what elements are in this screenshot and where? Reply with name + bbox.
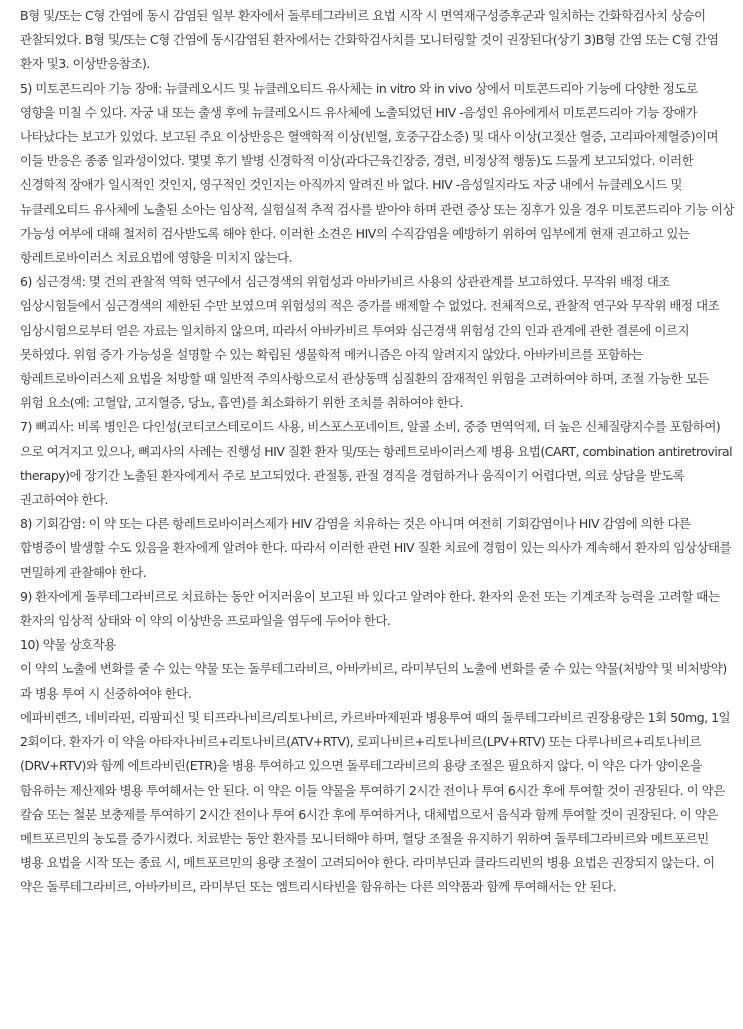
paragraph-myocardial-infarction: 6) 심근경색: 몇 건의 관찰적 역학 연구에서 심근경색의 위험성과 아바카비르 사용의 상관관계를 보고하였다. 무작위 배정 대조 임상시험들에서 심근경색의 제한된 수만 보였으며 위험성의 적은 증가를 배제할 수 없었다. 전체적으로, 관찰적 연구와 무작위 배정 대조 임상시험으로부터 얻은 자료는 일치하지 않으며, 따라서 아바카비르 투여와 심근경색 위험성 간의 인과 관계에 관한 결론에 이르지 못하였다. 위험 증가 가능성을 설명할 수 있는 확립된 생물학적 메커니즘은 아직 알려지지 않았다. 아바카비르를 포함하는 항레트로바이러스제 요법을 처방할 때 일반적 주의사항으로서 관상동맥 심질환의 잠재적인 위험을 고려하여야 하며, 조절 가능한 모든 위험 요소(예: 고혈압, 고지혈증, 당뇨, 흡연)를 최소화하기 위한 조치를 취하여야 한다. (20, 274, 720, 411)
section-heading-drug-interactions: 10) 약물 상호작용 (20, 637, 116, 653)
paragraph-interaction-dosing: 에파비렌즈, 네비라핀, 리팜피신 및 티프라나비르/리토나비르, 카르바마제핀과 병용투여 때의 돌루테그라비르 권장용량은 1회 50mg, 1일 2회이다. 환자가 이 약을 아타자나비르+리토나비르(ATV+RTV), 로피나비르+리토나비르(LPV+RTV) 또는 다루나비르+리토나비르(DRV+RTV)와 함께 에트라비린(ETR)을 병용 투여하고 있으면 돌루테그라비르의 용량 조절은 필요하지 않다. 이 약은 다가 양이온을 함유하는 제산제와 병용 투여해서는 안 된다. 이 약은 이들 약물을 투여하기 2시간 전이나 투여 6시간 후에 투여할 것이 권장된다. 이 약은 칼슘 또는 철분 보충제를 투여하기 2시간 전이나 투여 6시간 후에 투여하거나, 대체법으로서 음식과 함께 투여할 것이 권장된다. 이 약은 메트포르민의 농도를 증가시켰다. 치료받는 동안 환자를 모니터해야 하며, 혈당 조절을 유지하기 위하여 돌루테그라비르와 메트포르민 병용 요법을 시작 또는 종료 시, 메트포르민의 용량 조절이 고려되어야 한다. 라미부딘과 클라드리빈의 병용 요법은 권장되지 않는다. 이 약은 돌루테그라비르, 아바카비르, 라미부딘 또는 엠트리시타빈을 함유하는 다른 의약품과 함께 투여해서는 안 된다. (20, 709, 731, 895)
paragraph-opportunistic-infection: 8) 기회감염: 이 약 또는 다른 항레트로바이러스제가 HIV 감염을 치유하는 것은 아니며 여전히 기회감염이나 HIV 감염에 의한 다른 합병증이 발생할 수도 있음을 환자에게 알려야 한다. 따라서 이러한 관련 HIV 질환 치료에 경험이 있는 의사가 계속해서 환자의 임상상태를 면밀하게 관찰해야 한다. (20, 516, 732, 580)
paragraph-dizziness: 9) 환자에게 돌루테그라비르로 치료하는 동안 어지러움이 보고된 바 있다고 알려야 한다. 환자의 운전 또는 기계조작 능력을 고려할 때는 환자의 임상적 상태와 이 약의 이상반응 프로파일을 염두에 두어야 한다. (20, 588, 720, 629)
paragraph-mitochondrial-dysfunction: 5) 미토콘드리아 기능 장애: 뉴클레오시드 및 뉴클레오티드 유사체는 in vitro 와 in vivo 상에서 미토콘드리아 기능에 다양한 정도로 영향을 미칠 수 있다. 자궁 내 또는 출생 후에 뉴클레오시드 유사체에 노출되었던 HIV -음성인 유아에게서 미토콘드리아 기능 장애가 나타났다는 보고가 있었다. 보고된 주요 이상반응은 혈액학적 이상(빈혈, 호중구감소증) 및 대사 이상(고젖산 혈증, 고리파아제혈증)이며 이들 반응은 종종 일과성이었다. 몇몇 후기 발병 신경학적 이상(과다근육긴장증, 경련, 비정상적 행동)도 드물게 보고되었다. 이러한 신경학적 장애가 일시적인 것인지, 영구적인 것인지는 아직까지 알려진 바 없다. HIV -음성일지라도 자궁 내에서 뉴클레오시드 및 뉴클레오티드 유사체에 노출된 소아는 임상적, 실험실적 추적 검사를 받아야 하며 관련 증상 또는 징후가 있을 경우 미토콘드리아 기능 이상 가능성 여부에 대해 철저히 검사받도록 해야 한다. 이러한 소견은 HIV의 수직감염을 예방하기 위하여 임부에게 현재 권고하고 있는 항레트로바이러스 치료요법에 영향을 미치지 않는다. (20, 80, 735, 266)
paragraph-hepatitis-coinfection: B형 및/또는 C형 간염에 동시 감염된 일부 환자에서 돌루테그라비르 요법 시작 시 면역재구성증후군과 일치하는 간화학검사치 상승이 관찰되었다. B형 및/또는 C형 간염에 동시감염된 환자에서는 간화학검사치를 모니터링할 것이 권장된다(상기 3)B형 간염 또는 C형 간염 환자 및3. 이상반응참조). (20, 8, 719, 72)
paragraph-osteonecrosis: 7) 뼈괴사: 비록 병인은 다인성(코티코스테로이드 사용, 비스포스포네이트, 알콜 소비, 중증 면역억제, 더 높은 신체질량지수를 포함하여)으로 여겨지고 있으나, 뼈괴사의 사례는 진행성 HIV 질환 환자 및/또는 항레트로바이러스제 병용 요법(CART, combination antiretroviral therapy)에 장기간 노출된 환자에게서 주로 보고되었다. 관절통, 관절 경직을 경험하거나 움직이기 어렵다면, 의료 상담을 받도록 권고하여야 한다. (20, 419, 733, 508)
paragraph-interaction-caution: 이 약의 노출에 변화를 줄 수 있는 약물 또는 돌루테그라비르, 아바카비르, 라미부딘의 노출에 변화를 줄 수 있는 약물(처방약 및 비처방약)과 병용 투여 시 신중하여야 한다. (20, 661, 727, 701)
